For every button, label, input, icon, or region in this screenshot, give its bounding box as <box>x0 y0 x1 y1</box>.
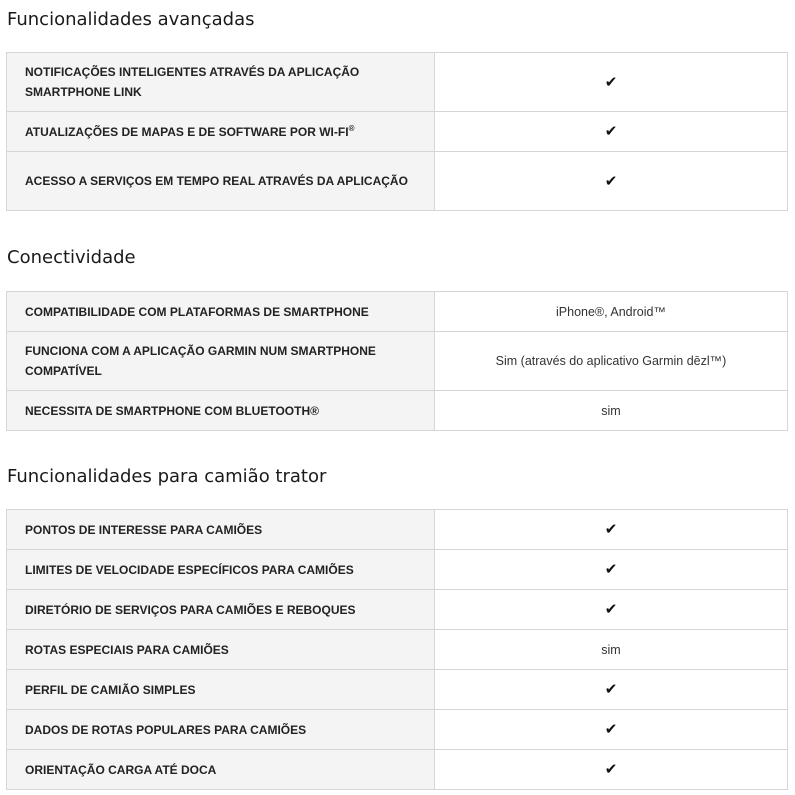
table-row <box>7 391 788 431</box>
row-value <box>435 510 788 550</box>
checkmark-icon: ✔ <box>604 561 618 578</box>
row-label: NOTIFICAÇÕES INTELIGENTES ATRAVÉS DA APLICAÇÃO SMARTPHONE LINK <box>7 53 435 112</box>
checkmark-icon: ✔ <box>604 721 618 738</box>
table-row <box>7 630 788 670</box>
table-row <box>7 590 788 630</box>
spec-table-advanced-features <box>6 52 788 211</box>
table-row <box>7 670 788 710</box>
row-value <box>435 670 788 710</box>
section-title-connectivity: Conectividade <box>7 247 136 268</box>
row-value: sim <box>435 391 788 431</box>
checkmark-icon: ✔ <box>604 123 618 140</box>
table-row <box>7 710 788 750</box>
row-label: DADOS DE ROTAS POPULARES PARA CAMIÕES <box>7 710 435 750</box>
row-value: sim <box>435 630 788 670</box>
row-value <box>435 152 788 211</box>
row-value <box>435 590 788 630</box>
row-label-text: ATUALIZAÇÕES DE MAPAS E DE SOFTWARE POR WI-FI <box>25 124 349 139</box>
checkmark-icon: ✔ <box>604 172 618 190</box>
row-label: PONTOS DE INTERESSE PARA CAMIÕES <box>7 510 435 550</box>
row-label: FUNCIONA COM A APLICAÇÃO GARMIN NUM SMARTPHONE COMPATÍVEL <box>7 332 435 391</box>
row-label: ORIENTAÇÃO CARGA ATÉ DOCA <box>7 750 435 790</box>
table-row <box>7 53 788 112</box>
row-value <box>435 750 788 790</box>
section-title-advanced-features: Funcionalidades avançadas <box>7 9 255 30</box>
row-label: PERFIL DE CAMIÃO SIMPLES <box>7 670 435 710</box>
row-label: DIRETÓRIO DE SERVIÇOS PARA CAMIÕES E REBOQUES <box>7 590 435 630</box>
table-row <box>7 112 788 152</box>
row-label: ACESSO A SERVIÇOS EM TEMPO REAL ATRAVÉS DA APLICAÇÃO <box>7 152 435 211</box>
table-row <box>7 292 788 332</box>
checkmark-icon: ✔ <box>604 761 618 778</box>
row-label: ROTAS ESPECIAIS PARA CAMIÕES <box>7 630 435 670</box>
row-value: iPhone®, Android™ <box>435 292 788 332</box>
spec-table-connectivity <box>6 291 788 431</box>
spec-table-truck-features <box>6 509 788 790</box>
row-label: LIMITES DE VELOCIDADE ESPECÍFICOS PARA CAMIÕES <box>7 550 435 590</box>
table-row <box>7 332 788 391</box>
row-value <box>435 53 788 112</box>
section-title-truck-features: Funcionalidades para camião trator <box>7 466 327 487</box>
checkmark-icon: ✔ <box>604 681 618 698</box>
registered-mark: ® <box>348 123 355 133</box>
table-row <box>7 550 788 590</box>
checkmark-icon: ✔ <box>604 73 618 91</box>
table-row <box>7 510 788 550</box>
row-label <box>7 112 435 152</box>
checkmark-icon: ✔ <box>604 601 618 618</box>
checkmark-icon: ✔ <box>604 521 618 538</box>
row-value <box>435 550 788 590</box>
row-label: NECESSITA DE SMARTPHONE COM BLUETOOTH® <box>7 391 435 431</box>
table-row <box>7 750 788 790</box>
table-row <box>7 152 788 211</box>
row-value <box>435 112 788 152</box>
row-value <box>435 710 788 750</box>
row-label: COMPATIBILIDADE COM PLATAFORMAS DE SMARTPHONE <box>7 292 435 332</box>
row-value: Sim (através do aplicativo Garmin dēzl™) <box>435 332 788 391</box>
